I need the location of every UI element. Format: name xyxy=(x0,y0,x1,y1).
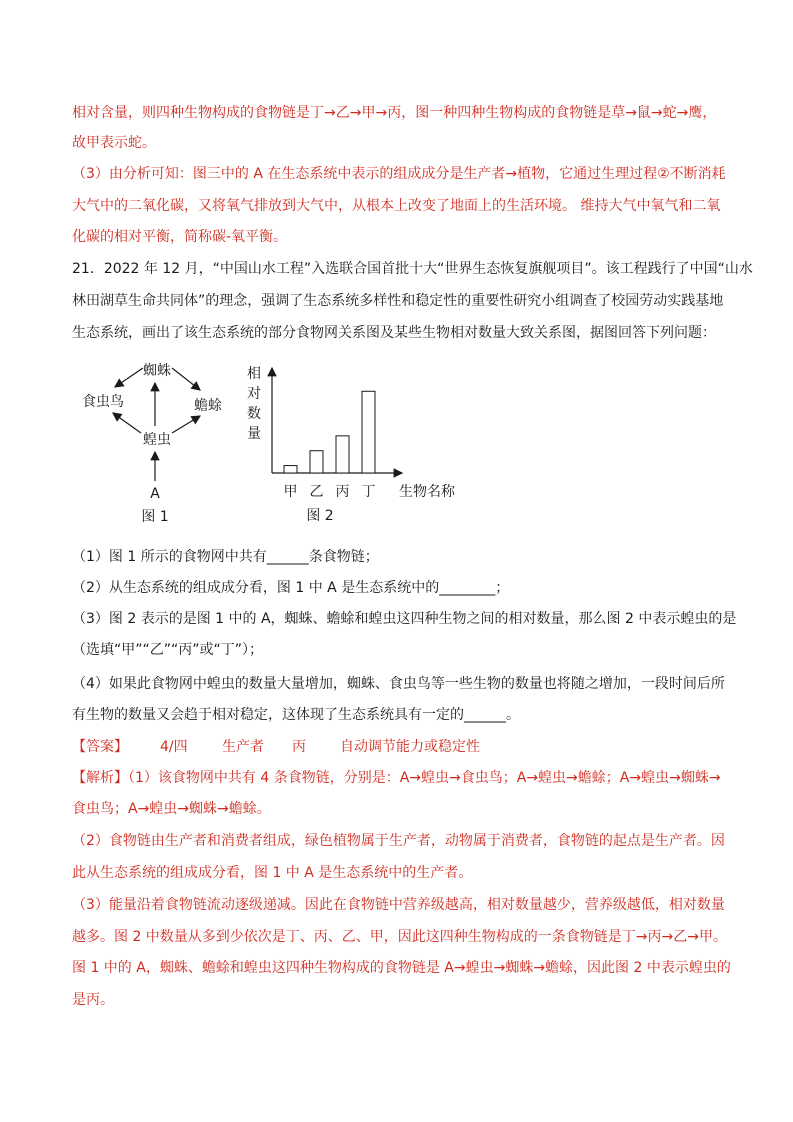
answer-3: 丙 xyxy=(292,739,306,755)
y-label-char-1: 相 xyxy=(247,366,261,382)
sub-question-1: （1）图 1 所示的食物网中共有______条食物链； xyxy=(72,549,379,565)
prev-analysis-line-1: 相对含量，则四种生物构成的食物链是丁→乙→甲→丙，图一种四种生物构成的食物链是草→鼠→蛇→鹰， xyxy=(72,105,717,121)
sub-question-4-line-2: 有生物的数量又会趋于相对稳定，这体现了生态系统具有一定的______。 xyxy=(72,707,520,723)
node-locust: 蝗虫 xyxy=(143,432,171,448)
analysis-line-1: 【解析】（1）该食物网中共有 4 条食物链，分别是：A→蝗虫→食虫鸟；A→蝗虫→蟾蜍；A→蝗虫→蜘蛛→ xyxy=(72,770,721,786)
food-web-figure xyxy=(75,355,245,530)
answer-2: 生产者 xyxy=(222,739,264,755)
analysis-line-5: （3）能量沿着食物链流动逐级递减。因此在食物链中营养级越高，相对数量越少，营养级越低，相对数量 xyxy=(72,897,725,913)
answer-4: 自动调节能力或稳定性 xyxy=(340,739,480,755)
arrow-locust-to-toad xyxy=(172,416,200,433)
sub-question-4-line-1: （4）如果此食物网中蝗虫的数量大量增加，蜘蛛、食虫鸟等一些生物的数量也将随之增加，一段时间后所 xyxy=(72,676,725,692)
answer-tag: 【答案】 xyxy=(72,739,128,755)
node-toad: 蟾蜍 xyxy=(194,398,222,414)
arrow-spider-to-toad xyxy=(172,368,200,390)
answer-1: 4/四 xyxy=(160,739,188,755)
arrow-locust-to-bird xyxy=(113,413,141,433)
node-a: A xyxy=(150,486,160,502)
node-insect-bird: 食虫鸟 xyxy=(82,394,124,410)
figure1-caption: 图 1 xyxy=(141,509,169,525)
question-stem-line-1: 21．2022 年 12 月，“中国山水工程”入选联合国首批十大“世界生态恢复旗舰项目”。该工程践行了中国“山水 xyxy=(72,261,753,277)
bar-4 xyxy=(362,391,375,473)
sub-question-2: （2）从生态系统的组成成分看，图 1 中 A 是生态系统中的________； xyxy=(72,580,510,596)
analysis-line-8: 是丙。 xyxy=(72,992,114,1008)
analysis-line-7: 图 1 中的 A，蜘蛛、蟾蜍和蝗虫这四种生物构成的食物链是 A→蝗虫→蜘蛛→蟾蜍，因此图 2 中表示蝗虫的 xyxy=(72,960,731,976)
bar-3 xyxy=(336,436,349,473)
question-stem-line-3: 生态系统，画出了该生态系统的部分食物网关系图及某些生物相对数量大致关系图，据图回答下列问题： xyxy=(72,325,716,341)
x-tick-label-3: 丙 xyxy=(335,484,350,500)
analysis-line-2: 食虫鸟；A→蝗虫→蜘蛛→蟾蜍。 xyxy=(72,801,271,817)
arrow-spider-to-bird xyxy=(115,368,143,387)
sub-question-3-line-1: （3）图 2 表示的是图 1 中的 A，蜘蛛、蟾蜍和蝗虫这四种生物之间的相对数量，那么图 2 中表示蝗虫的是 xyxy=(72,611,737,627)
node-spider: 蜘蛛 xyxy=(143,363,171,379)
figure2-caption: 图 2 xyxy=(306,508,334,524)
x-tick-label-4: 丁 xyxy=(361,484,376,500)
x-tick-label-2: 乙 xyxy=(309,484,324,500)
analysis-line-3: （2）食物链由生产者和消费者组成，绿色植物属于生产者，动物属于消费者，食物链的起点是生产者。因 xyxy=(72,833,725,849)
prev-analysis-line-3: （3）由分析可知：图三中的 A 在生态系统中表示的组成成分是生产者→植物，它通过生理过程②不断消耗 xyxy=(72,166,726,182)
prev-analysis-line-5: 化碳的相对平衡，简称碳-氧平衡。 xyxy=(72,229,288,245)
y-label-char-4: 量 xyxy=(247,426,261,442)
bar-2 xyxy=(310,451,323,473)
y-label-char-3: 数 xyxy=(247,406,261,422)
sub-question-3-line-2: （选填“甲”“乙”“丙”或“丁”）； xyxy=(72,642,264,658)
x-tick-label-1: 甲 xyxy=(283,484,298,500)
question-stem-line-2: 林田湖草生命共同体”的理念，强调了生态系统多样性和稳定性的重要性研究小组调查了校园劳动实践基地 xyxy=(72,293,724,309)
x-axis-label: 生物名称 xyxy=(399,484,455,500)
prev-analysis-line-4: 大气中的二氧化碳，又将氧气排放到大气中，从根本上改变了地面上的生活环境。 维持大气中氧气和二氧 xyxy=(72,198,721,214)
bar-1 xyxy=(284,466,297,473)
relative-quantity-chart xyxy=(240,360,465,530)
analysis-line-4: 此从生态系统的组成成分看，图 1 中 A 是生态系统中的生产者。 xyxy=(72,865,473,881)
prev-analysis-line-2: 故甲表示蛇。 xyxy=(72,135,156,151)
answer-line xyxy=(72,737,722,757)
analysis-line-6: 越多。图 2 中数量从多到少依次是丁、丙、乙、甲，因此这四种生物构成的一条食物链是丁→丙→乙→甲。 xyxy=(72,929,727,945)
y-label-char-2: 对 xyxy=(247,386,261,402)
